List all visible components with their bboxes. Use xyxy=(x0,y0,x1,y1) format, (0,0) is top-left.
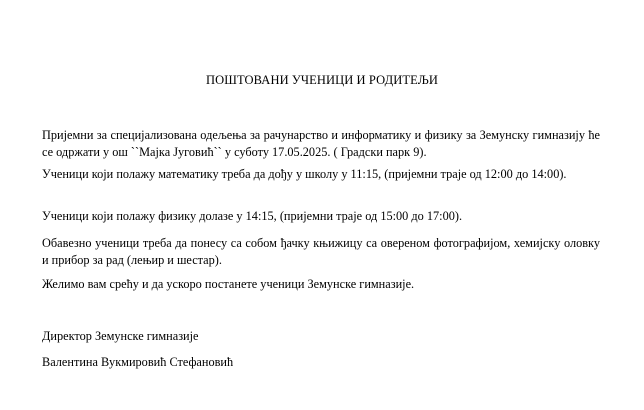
signature-role: Директор Земунске гимназије xyxy=(42,329,199,343)
paragraph-entrance-exam-info: Пријемни за специјализована одељења за рачунарство и информатику и физику за Земунску гимназију ће се одржати у ош ``Мајка Југовић`` у суботу 17.05.2025. ( Градски парк 9). xyxy=(42,128,600,159)
paragraph-physics-schedule: Ученици који полажу физику долазе у 14:15, (пријемни траје од 15:00 до 17:00). xyxy=(42,209,463,223)
paragraph-good-luck: Желимо вам срећу и да ускоро постанете ученици Земунске гимназије. xyxy=(42,277,415,291)
paragraph-required-items: Обавезно ученици треба да понесу са собом ђачку књижицу са овереном фотографијом, хемијску оловку и прибор за рад (лењир и шестар). xyxy=(42,236,600,267)
document-title: ПОШТОВАНИ УЧЕНИЦИ И РОДИТЕЉИ xyxy=(206,73,438,87)
signature-name: Валентина Вукмировић Стефановић xyxy=(42,355,234,369)
paragraph-math-schedule: Ученици који полажу математику треба да дођу у школу у 11:15, (пријемни траје од 12:00 до 14:00). xyxy=(42,167,567,181)
